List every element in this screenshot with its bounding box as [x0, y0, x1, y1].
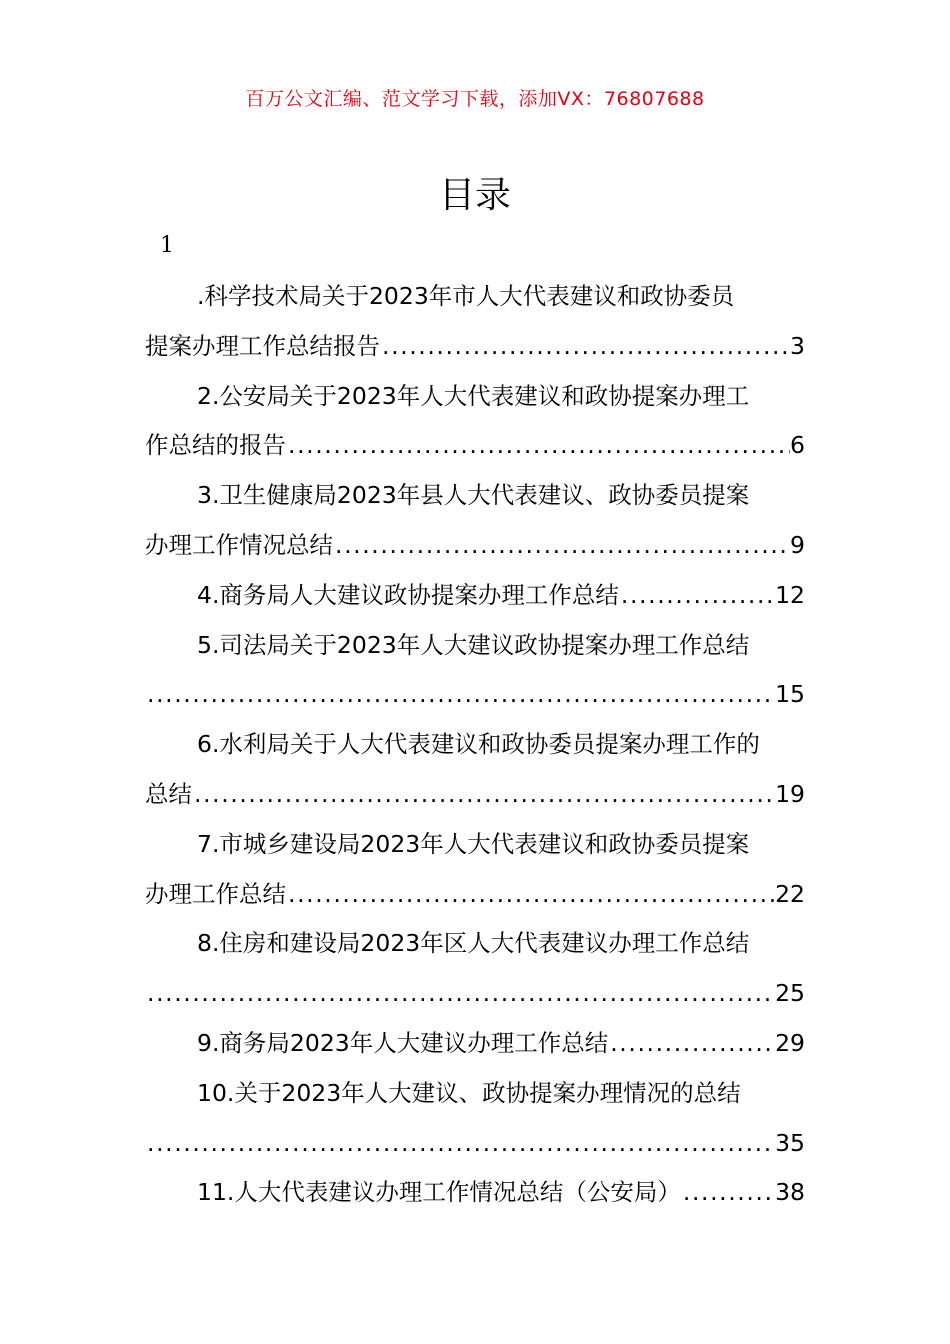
toc-page-number: 3	[790, 331, 805, 360]
toc-entry-title: 5.司法局关于2023年人大建议政协提案办理工作总结	[197, 630, 750, 659]
toc-page-number: 12	[775, 580, 805, 609]
toc-entry-title: 8.住房和建设局2023年区人大代表建议办理工作总结	[197, 929, 750, 958]
toc-page-number: 38	[775, 1178, 805, 1207]
toc-entry[interactable]	[145, 1069, 805, 1169]
page-title: 目录	[438, 175, 511, 216]
table-of-contents	[145, 272, 805, 1218]
toc-entry-title-cont: 作总结的报告	[145, 431, 286, 460]
toc-entry-title-cont: 办理工作总结	[145, 879, 286, 908]
toc-entry-title: 4.商务局人大建议政协提案办理工作总结	[197, 580, 619, 609]
toc-marker: 1	[160, 233, 174, 258]
toc-page-number: 6	[790, 431, 805, 460]
toc-entry[interactable]	[145, 272, 805, 372]
leader-dots	[145, 1119, 775, 1169]
toc-entry[interactable]	[145, 1168, 805, 1218]
leader-dots	[380, 322, 790, 372]
leader-dots	[681, 1168, 775, 1218]
leader-dots	[145, 969, 775, 1019]
toc-entry[interactable]	[145, 621, 805, 721]
leader-dots	[333, 521, 790, 571]
toc-entry-title: 10.关于2023年人大建议、政协提案办理情况的总结	[197, 1078, 741, 1107]
toc-page-number: 35	[775, 1128, 805, 1157]
toc-entry-title: .科学技术局关于2023年市人大代表建议和政协委员	[197, 282, 735, 310]
toc-entry[interactable]	[145, 1019, 805, 1069]
toc-page-number: 19	[775, 779, 805, 808]
toc-entry-title: 7.市城乡建设局2023年人大代表建议和政协委员提案	[197, 829, 750, 858]
toc-page-number: 9	[790, 530, 805, 559]
toc-page-number: 22	[775, 879, 805, 908]
leader-dots	[619, 571, 775, 621]
toc-page-number: 29	[775, 1028, 805, 1057]
leader-dots	[145, 670, 775, 720]
leader-dots	[286, 421, 790, 471]
toc-entry-title: 6.水利局关于人大代表建议和政协委员提案办理工作的	[197, 730, 760, 759]
toc-entry-title: 2.公安局关于2023年人大代表建议和政协提案办理工	[197, 381, 750, 410]
leader-dots	[608, 1019, 775, 1069]
toc-entry[interactable]	[145, 471, 805, 571]
leader-dots	[192, 770, 775, 820]
toc-page-number: 15	[775, 680, 805, 709]
toc-entry-title: 3.卫生健康局2023年县人大代表建议、政协委员提案	[197, 481, 750, 510]
header-notice: 百万公文汇编、范文学习下载，添加VX：76807688	[245, 88, 705, 110]
toc-entry-title-cont: 办理工作情况总结	[145, 530, 333, 559]
toc-entry[interactable]	[145, 820, 805, 920]
toc-entry-title: 11.人大代表建议办理工作情况总结（公安局）	[197, 1178, 681, 1207]
toc-entry-title-cont: 总结	[145, 779, 192, 808]
toc-entry[interactable]	[145, 571, 805, 621]
toc-entry-title-cont: 提案办理工作总结报告	[145, 331, 380, 360]
toc-entry-title: 9.商务局2023年人大建议办理工作总结	[197, 1028, 609, 1057]
toc-entry[interactable]	[145, 372, 805, 472]
toc-entry[interactable]	[145, 919, 805, 1019]
toc-page-number: 25	[775, 979, 805, 1008]
leader-dots	[286, 870, 775, 920]
toc-entry[interactable]	[145, 720, 805, 820]
